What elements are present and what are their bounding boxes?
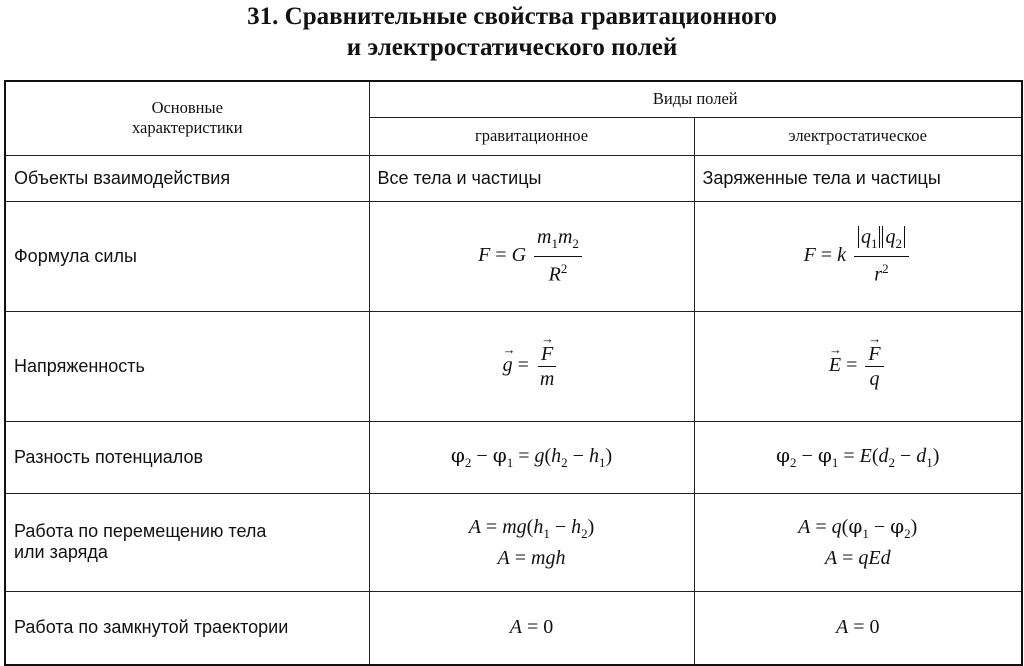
table-row: [5, 155, 1022, 201]
cell-grav-objects: Все тела и частицы: [369, 155, 694, 201]
row-label-potential: Разность потенциалов: [5, 421, 369, 493]
page-title: [0, 0, 1024, 63]
title-line-2: и электростатического полей: [346, 34, 678, 61]
table-row: [5, 201, 1022, 311]
header-gravitational: гравитационное: [369, 117, 694, 155]
formula-elec-potential: $\varphi_2 - \varphi_1 = E(d_2 - d_1)$: [694, 421, 1022, 493]
table-row: [5, 493, 1022, 591]
table-row: [5, 311, 1022, 421]
header-electrostatic: электростатическое: [694, 117, 1022, 155]
row-label-objects: Объекты взаимодействия: [5, 155, 369, 201]
formula-grav-closed: A = 0: [369, 591, 694, 665]
comparison-table: [4, 80, 1023, 666]
formula-grav-potential: $\varphi_2 - \varphi_1 = g(h_2 - h_1)$: [369, 421, 694, 493]
table-row: [5, 421, 1022, 493]
cell-elec-objects: Заряженные тела и частицы: [694, 155, 1022, 201]
formula-grav-work: $A = mg(h_1 - h_2)$ A = mgh: [369, 493, 694, 591]
header-characteristics: Основные характеристики: [5, 81, 369, 155]
formula-elec-work: $A = q(\varphi_1 - \varphi_2)$ A = qEd: [694, 493, 1022, 591]
formula-elec-strength: E → = F → q: [694, 311, 1022, 421]
table-row: [5, 591, 1022, 665]
header-field-types: Виды полей: [369, 81, 1022, 117]
title-line-1: 31. Сравнительные свойства гравитационного: [247, 3, 777, 30]
row-label-strength: Напряженность: [5, 311, 369, 421]
formula-elec-closed: A = 0: [694, 591, 1022, 665]
formula-grav-strength: g → = F → m: [369, 311, 694, 421]
row-label-closed-path: Работа по замкнутой траектории: [5, 591, 369, 665]
formula-elec-force: F = k $\frac{q_1 q_2}{r^2}$: [694, 201, 1022, 311]
row-label-work: Работа по перемещению тела или заряда: [5, 493, 369, 591]
row-label-force: Формула силы: [5, 201, 369, 311]
formula-grav-force: F = G $\frac{m_1m_2}{R^2}$: [369, 201, 694, 311]
